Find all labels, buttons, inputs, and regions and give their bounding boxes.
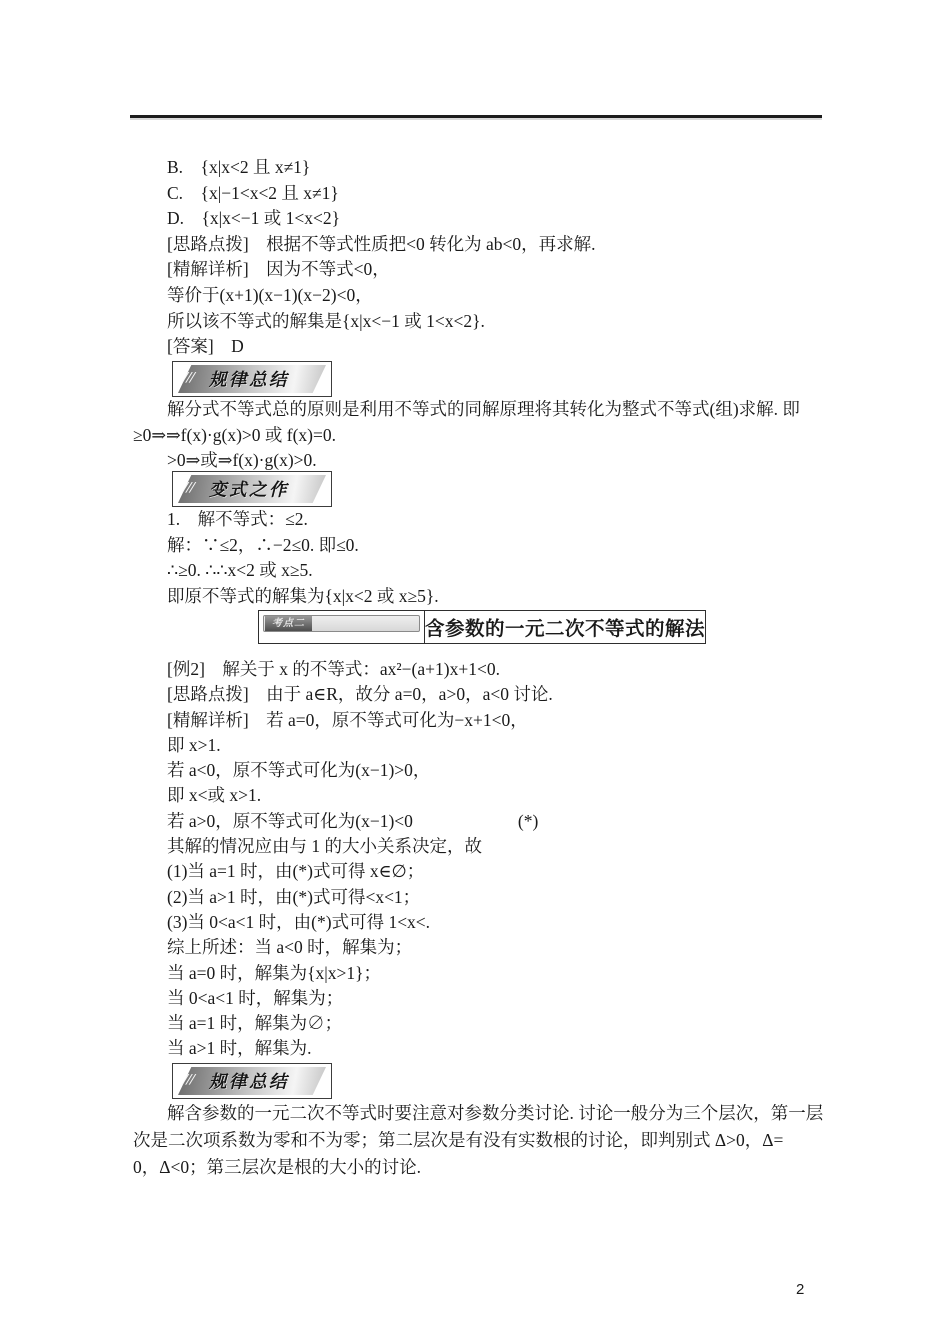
variant-work-badge	[172, 471, 332, 507]
topic-tag-badge: 考点二	[265, 616, 312, 631]
example1-solution-block	[133, 155, 839, 360]
topic-tag-cell	[259, 611, 425, 643]
option-d: D. {x|x<−1 或 1<x<2}	[167, 208, 341, 229]
rule-text-line: 解分式不等式总的原则是利用不等式的同解原理将其转化为整式不等式(组)求解. 即	[167, 399, 800, 419]
example2-problem-line: [例2] 解关于 x 的不等式：ax²−(a+1)x+1<0.	[167, 659, 500, 679]
rule-summary-text-block	[133, 397, 839, 474]
subcase-line: (1)当 a=1 时，由(*)式可得 x∈∅；	[167, 861, 425, 882]
option-c: C. {x|−1<x<2 且 x≠1}	[167, 182, 339, 203]
rule-text-line: 次是二次项系数为零和不为零；第二层次是有没有实数根的讨论，即判别式 Δ>0，Δ=	[133, 1130, 784, 1150]
solution-set-line: 所以该不等式的解集是{x|x<−1 或 1<x<2}.	[167, 310, 485, 331]
case-line: 即 x<或 x>1.	[167, 785, 262, 806]
hatch-lines-icon: ///	[180, 1071, 196, 1089]
rule-text-line: 解含参数的一元二次不等式时要注意对参数分类讨论. 讨论一般分为三个层次，第一层	[167, 1103, 824, 1123]
rule-formula-line: >0⇒或⇒f(x)·g(x)>0.	[167, 450, 317, 471]
rule-summary-text-block	[133, 1100, 839, 1181]
rule-formula-line: ≥0⇒⇒f(x)·g(x)>0 或 f(x)=0.	[133, 424, 336, 445]
solution-line: ∴≥0. ∴∴x<2 或 x≥5.	[167, 560, 313, 581]
rule-summary-badge-label: 规律总结	[209, 1071, 289, 1092]
hatch-lines-icon: ///	[180, 479, 196, 497]
rule-summary-badge	[172, 1063, 332, 1099]
solution-line: 解：∵≤2，∴−2≤0. 即≤0.	[167, 534, 359, 555]
topic-title: 含参数的一元二次不等式的解法	[424, 619, 705, 640]
rule-text-line: 0，Δ<0；第三层次是根的大小的讨论.	[133, 1157, 421, 1177]
page-number: 2	[796, 1281, 805, 1298]
option-b: B. {x|x<2 且 x≠1}	[167, 157, 311, 177]
header-rule-line	[130, 115, 822, 118]
summary-line: 当 a>1 时，解集为.	[167, 1038, 312, 1059]
rule-summary-badge-label: 规律总结	[209, 369, 289, 390]
hint-line: [思路点拨] 由于 a∈R，故分 a=0，a>0，a<0 讨论.	[167, 684, 553, 705]
solution-set-line: 即原不等式的解集为{x|x<2 或 x≥5}.	[167, 585, 439, 606]
case-line: 若 a<0，原不等式可化为(x−1)>0，	[167, 760, 431, 781]
variant-exercise-block	[133, 507, 839, 609]
case-line: 即 x>1.	[167, 734, 221, 755]
subcase-line: (3)当 0<a<1 时，由(*)式可得 1<x<.	[167, 911, 431, 932]
exercise-line: 1. 解不等式：≤2.	[167, 509, 308, 529]
example2-block	[133, 657, 839, 1062]
hint-line: [思路点拨] 根据不等式性质把<0 转化为 ab<0，再求解.	[167, 233, 596, 254]
variant-work-badge-label: 变式之作	[209, 479, 289, 500]
answer-line: [答案] D	[167, 336, 244, 357]
rule-summary-badge	[172, 361, 332, 397]
summary-line: 综上所述：当 a<0 时，解集为；	[167, 937, 413, 958]
hatch-lines-icon: ///	[180, 369, 196, 387]
summary-line: 当 a=0 时，解集为{x|x>1}；	[167, 962, 382, 983]
topic-header-box	[258, 610, 706, 644]
analysis-line: [精解详析] 因为不等式<0，	[167, 259, 390, 280]
summary-line: 当 a=1 时，解集为∅；	[167, 1013, 343, 1034]
case-line: 其解的情况应由与 1 的大小关系决定，故	[167, 836, 482, 857]
subcase-line: (2)当 a>1 时，由(*)式可得<x<1；	[167, 886, 421, 907]
case-line: 若 a>0，原不等式可化为(x−1)<0 (*)	[167, 810, 539, 831]
analysis-line: [精解详析] 若 a=0，原不等式可化为−x+1<0，	[167, 709, 528, 730]
derivation-line: 等价于(x+1)(x−1)(x−2)<0，	[167, 284, 373, 305]
summary-line: 当 0<a<1 时，解集为；	[167, 987, 344, 1008]
